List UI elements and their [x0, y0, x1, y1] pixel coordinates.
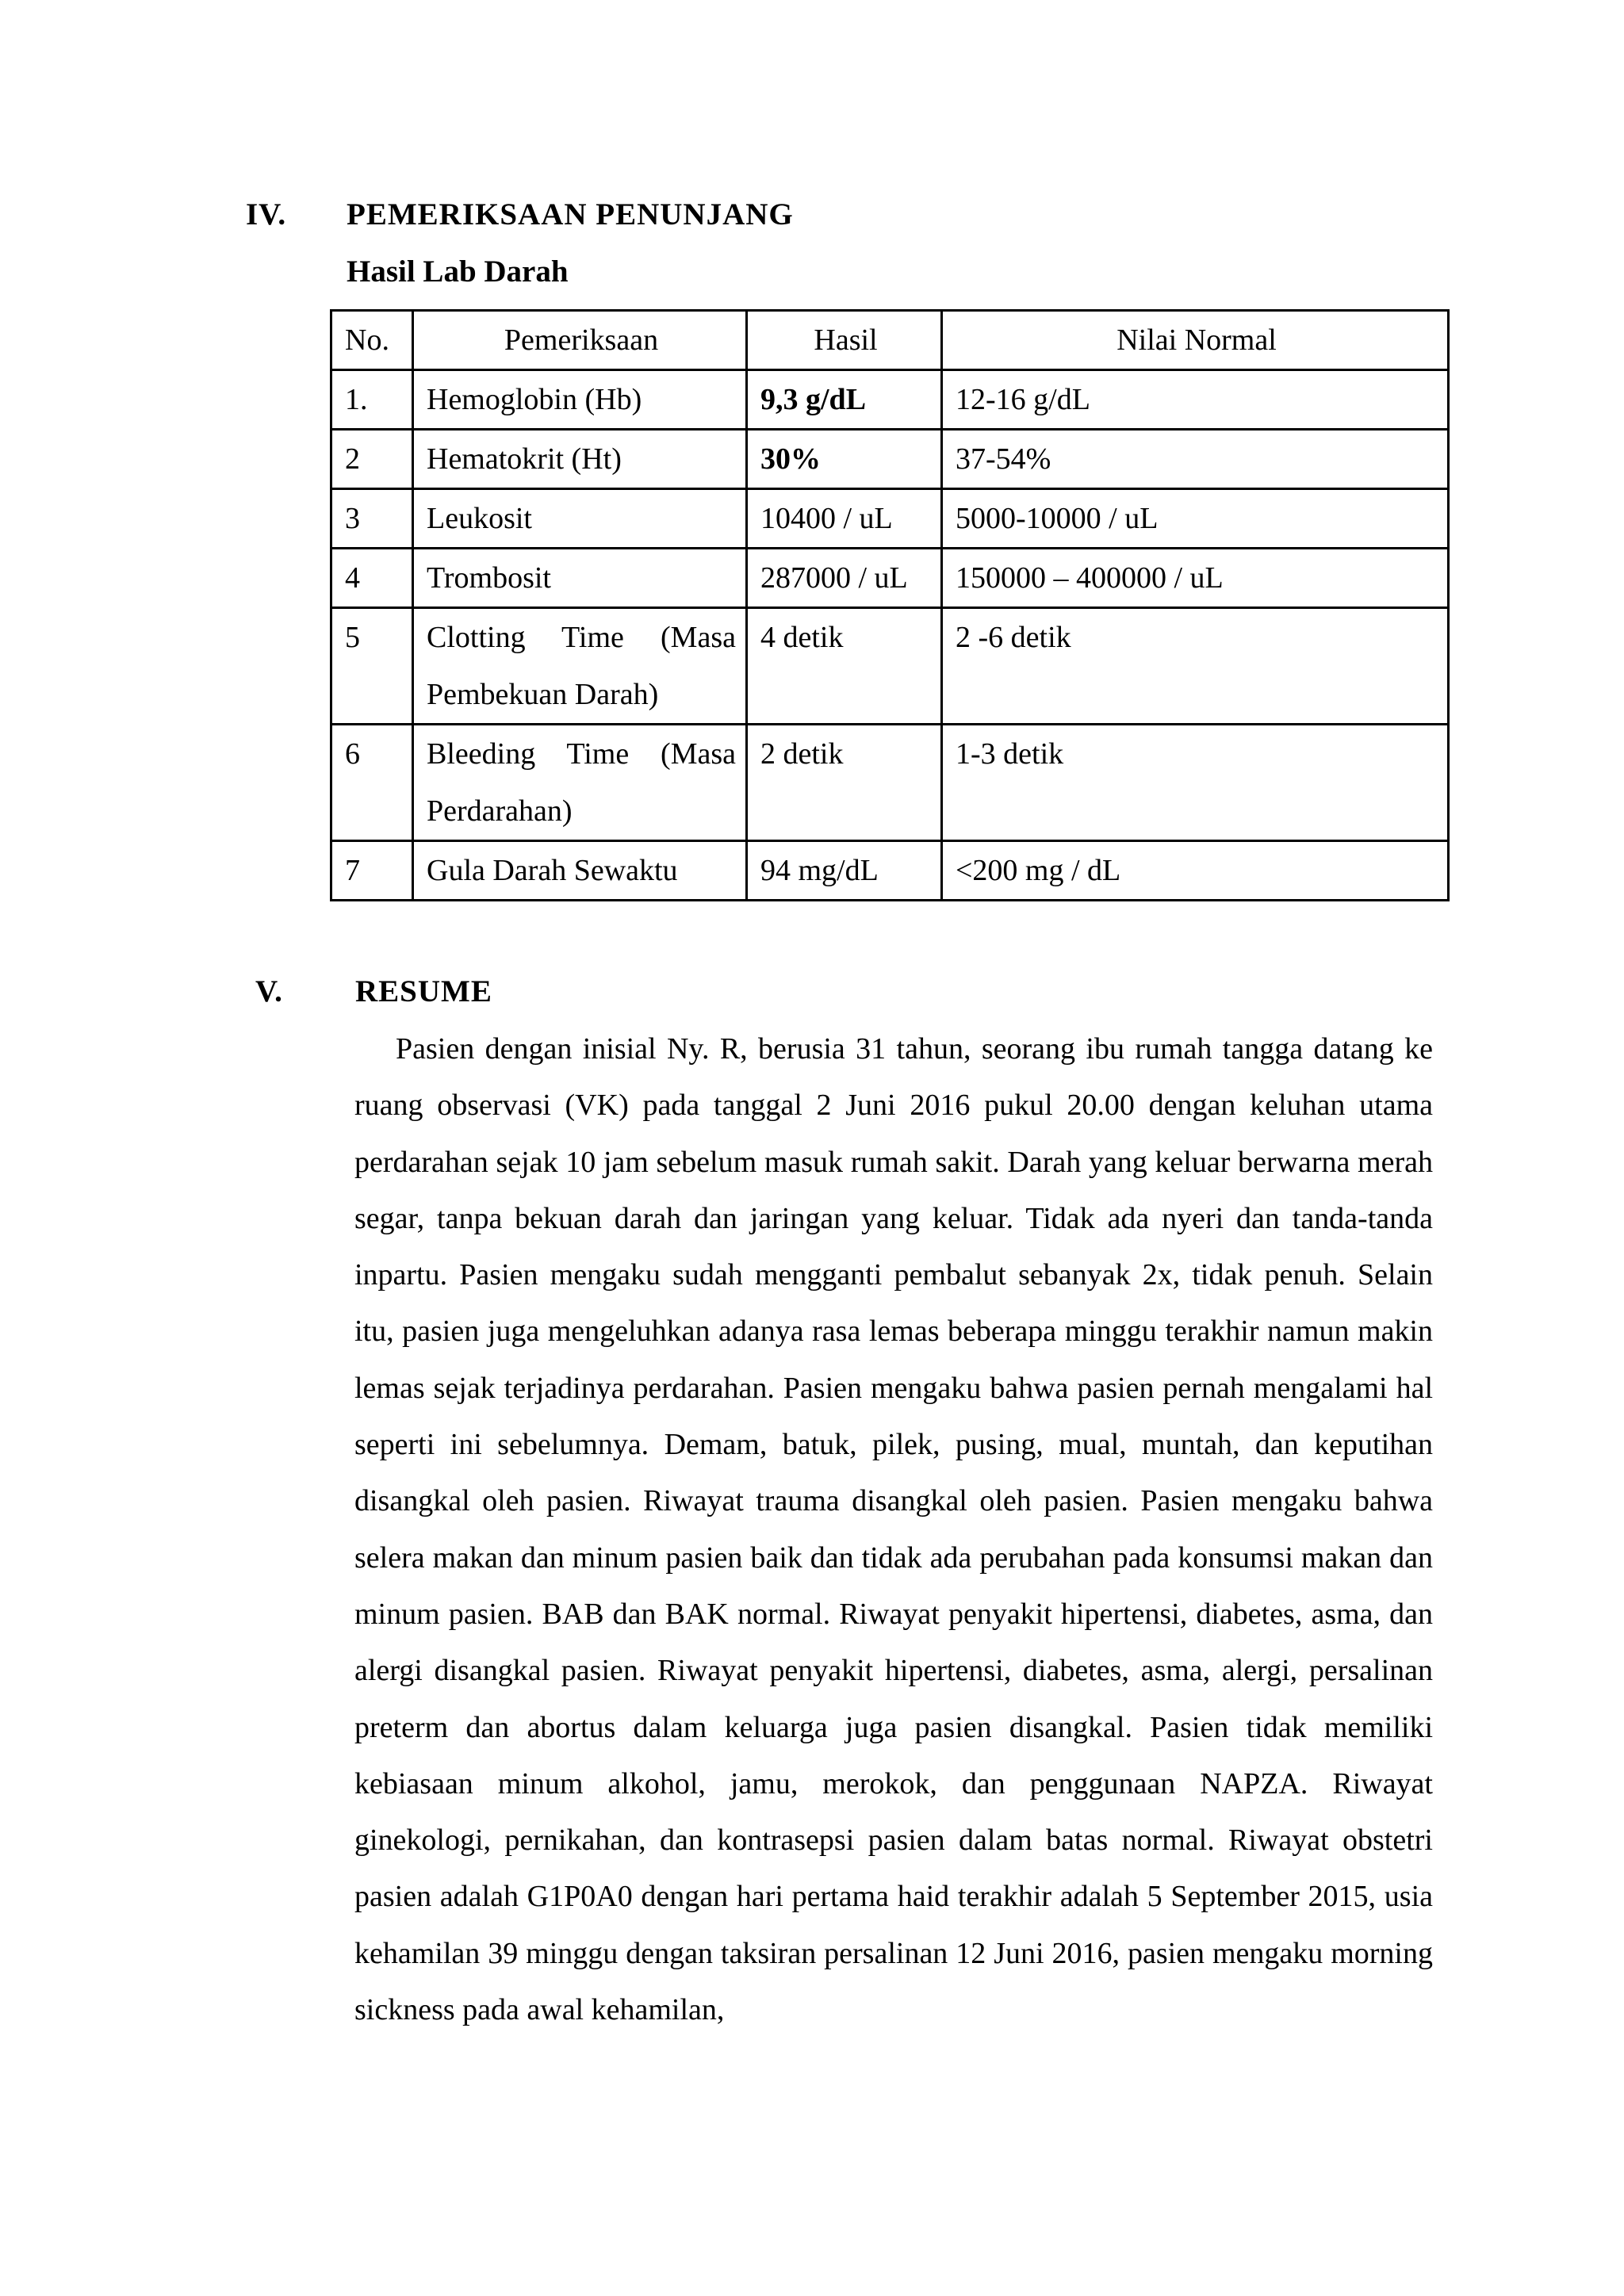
row-normal: 5000-10000 / uL [942, 489, 1449, 549]
header-hasil: Hasil [747, 311, 942, 370]
row-number: 7 [331, 841, 413, 901]
row-number: 1. [331, 370, 413, 430]
row-normal: 150000 – 400000 / uL [942, 549, 1449, 608]
subsection-title-hasil-lab-darah: Hasil Lab Darah [347, 254, 569, 289]
header-pemeriksaan: Pemeriksaan [413, 311, 747, 370]
section-number-iv: IV. [246, 197, 287, 232]
row-result: 94 mg/dL [747, 841, 942, 901]
row-number: 4 [331, 549, 413, 608]
header-no: No. [331, 311, 413, 370]
row-test: Trombosit [413, 549, 747, 608]
row-number: 2 [331, 430, 413, 489]
table-row [331, 725, 1449, 841]
row-test: Clotting Time (Masa Pembekuan Darah) [413, 608, 747, 725]
row-number: 6 [331, 725, 413, 841]
row-result: 9,3 g/dL [747, 370, 942, 430]
row-result: 2 detik [747, 725, 942, 841]
row-test: Hemoglobin (Hb) [413, 370, 747, 430]
table-row [331, 608, 1449, 725]
table-row [331, 489, 1449, 549]
row-result: 4 detik [747, 608, 942, 725]
row-test: Gula Darah Sewaktu [413, 841, 747, 901]
row-normal: 37-54% [942, 430, 1449, 489]
row-test: Hematokrit (Ht) [413, 430, 747, 489]
row-normal: 2 -6 detik [942, 608, 1449, 725]
row-test: Bleeding Time (Masa Perdarahan) [413, 725, 747, 841]
row-normal: 12-16 g/dL [942, 370, 1449, 430]
header-nilai-normal: Nilai Normal [942, 311, 1449, 370]
table-row [331, 841, 1449, 901]
section-title-resume: RESUME [355, 974, 492, 1008]
lab-results-table [330, 309, 1450, 901]
resume-paragraph: Pasien dengan inisial Ny. R, berusia 31 tahun, seorang ibu rumah tangga datang ke ruang observasi (VK) pada tanggal 2 Juni 2016 pukul 20.00 dengan keluhan utama perdarahan sejak 10 jam sebelum masuk rumah sakit. Darah yang keluar berwarna merah segar, tanpa bekuan darah dan jaringan yang keluar. Tidak ada nyeri dan tanda-tanda inpartu. Pasien mengaku sudah mengganti pembalut sebanyak 2x, tidak penuh. Selain itu, pasien juga mengeluhkan adanya rasa lemas beberapa minggu terakhir namun makin lemas sejak terjadinya perdarahan. Pasien mengaku bahwa pasien pernah mengalami hal seperti ini sebelumnya. Demam, batuk, pilek, pusing, mual, muntah, dan keputihan disangkal oleh pasien. Riwayat trauma disangkal oleh pasien. Pasien mengaku bahwa selera makan dan minum pasien baik dan tidak ada perubahan pada konsumsi makan dan minum pasien. BAB dan BAK normal. Riwayat penyakit hipertensi, diabetes, asma, dan alergi disangkal pasien. Riwayat penyakit hipertensi, diabetes, asma, alergi, persalinan preterm dan abortus dalam keluarga juga pasien disangkal. Pasien tidak memiliki kebiasaan minum alkohol, jamu, merokok, dan penggunaan NAPZA. Riwayat ginekologi, pernikahan, dan kontrasepsi pasien dalam batas normal. Riwayat obstetri pasien adalah G1P0A0 dengan hari pertama haid terakhir adalah 5 September 2015, usia kehamilan 39 minggu dengan taksiran persalinan 12 Juni 2016, pasien mengaku morning sickness pada awal kehamilan, [354, 1032, 1433, 2027]
row-result: 287000 / uL [747, 549, 942, 608]
table-row [331, 549, 1449, 608]
row-normal: <200 mg / dL [942, 841, 1449, 901]
row-number: 5 [331, 608, 413, 725]
section-title-pemeriksaan-penunjang: PEMERIKSAAN PENUNJANG [347, 197, 794, 232]
table-row [331, 370, 1449, 430]
row-normal: 1-3 detik [942, 725, 1449, 841]
table-row [331, 430, 1449, 489]
row-result: 10400 / uL [747, 489, 942, 549]
row-number: 3 [331, 489, 413, 549]
section-number-v: V. [255, 974, 283, 1008]
row-test: Leukosit [413, 489, 747, 549]
table-header-row [331, 311, 1449, 370]
row-result: 30% [747, 430, 942, 489]
